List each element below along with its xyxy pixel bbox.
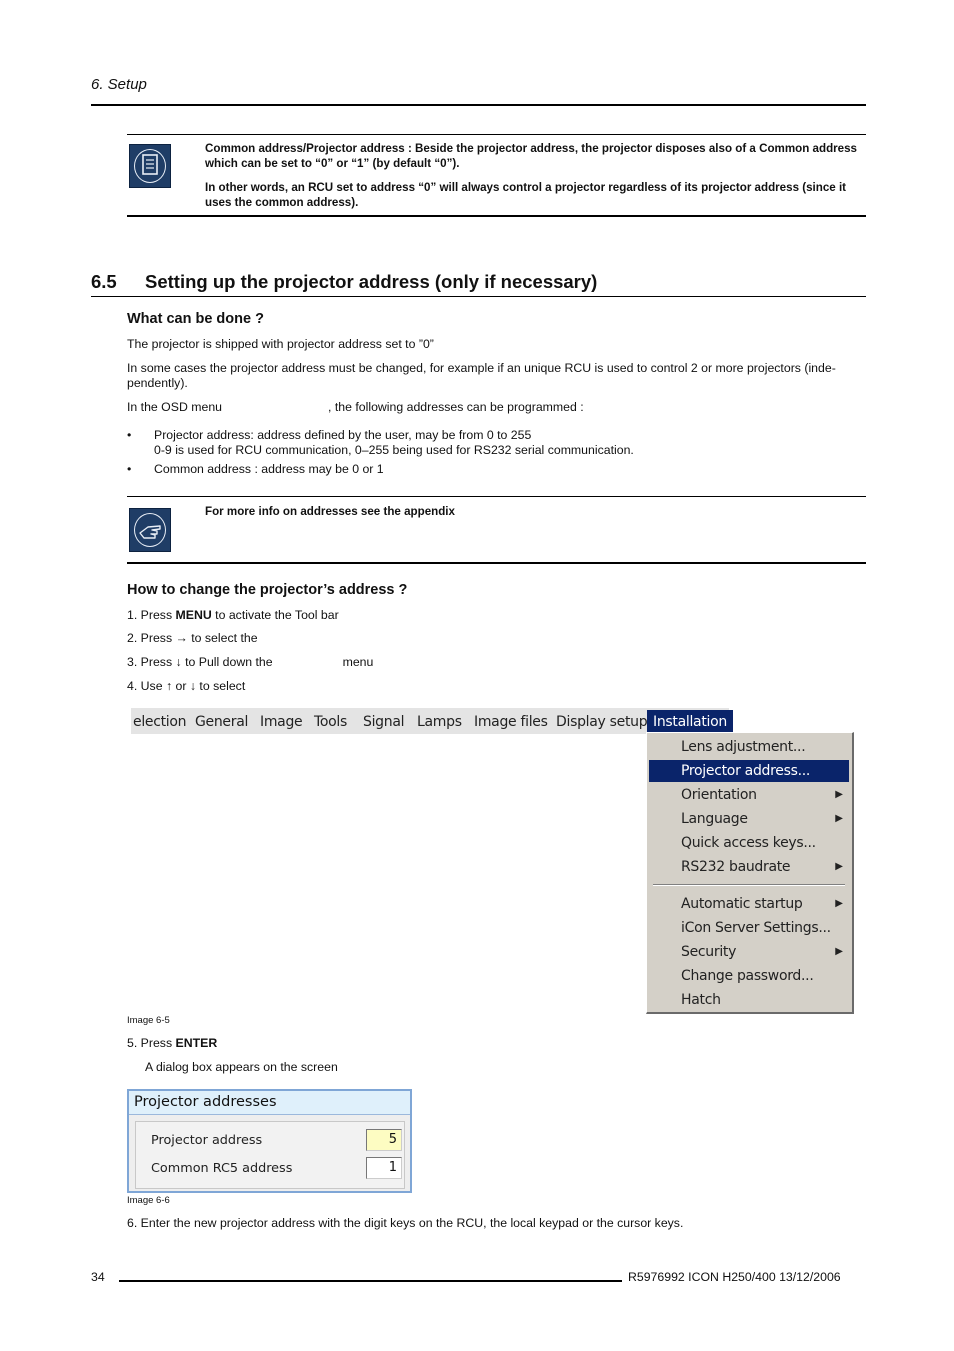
menu-item-language[interactable] — [649, 808, 849, 830]
common-address-label: Common RC5 address — [151, 1161, 293, 1176]
menu-item-projector-address[interactable] — [649, 760, 849, 782]
menu-item-hatch[interactable] — [649, 989, 849, 1011]
menu-signal[interactable]: Signal — [363, 714, 405, 730]
menu-item-label: Orientation — [681, 787, 757, 803]
header-rule — [91, 104, 866, 106]
step-3 — [127, 655, 373, 670]
menu-item-label: Projector address... — [681, 763, 811, 779]
projector-address-field[interactable]: 5 — [366, 1129, 402, 1151]
pointing-hand-icon — [129, 508, 171, 552]
menu-item-label: Language — [681, 811, 748, 827]
menu-item-label: Hatch — [681, 992, 721, 1008]
menu-item-label: RS232 baudrate — [681, 859, 791, 875]
section-title-text: Setting up the projector address (only if necessary) — [145, 271, 598, 292]
menu-item-icon-server-settings[interactable] — [649, 917, 849, 939]
projector-addresses-dialog — [127, 1089, 412, 1193]
menu-item-quick-access-keys[interactable] — [649, 832, 849, 854]
step-3-start: 3. Press ↓ to Pull down the — [127, 655, 273, 669]
section-title — [91, 271, 597, 293]
menu-tools[interactable]: Tools — [314, 714, 347, 730]
submenu-arrow-icon: ▶ — [835, 861, 843, 872]
section-number: 6.5 — [91, 271, 117, 292]
note-top-rule — [127, 134, 866, 135]
note-top-rule — [127, 496, 866, 497]
menu-general[interactable]: General — [195, 714, 249, 730]
submenu-arrow-icon: ▶ — [835, 898, 843, 909]
note-paragraph: For more info on addresses see the appendix — [205, 505, 455, 518]
dialog-title: Projector addresses — [129, 1091, 410, 1115]
submenu-arrow-icon: ▶ — [835, 789, 843, 800]
step-1-start: 1. Press — [127, 608, 176, 622]
menu-item-security[interactable] — [649, 941, 849, 963]
menu-item-label: iCon Server Settings... — [681, 920, 831, 936]
projector-address-label: Projector address — [151, 1133, 263, 1148]
step-1 — [127, 608, 339, 623]
bullet-text: Common address : address may be 0 or 1 — [154, 462, 384, 476]
what-heading: What can be done ? — [127, 311, 264, 327]
menu-key: MENU — [175, 608, 212, 622]
menu-lamps[interactable]: Lamps — [417, 714, 462, 730]
step-4: 4. Use ↑ or ↓ to select — [127, 679, 246, 693]
common-address-field[interactable]: 1 — [366, 1157, 402, 1179]
step-3-end: menu — [342, 655, 374, 669]
how-heading: How to change the projector’s address ? — [127, 582, 408, 598]
bullet-text: 0-9 is used for RCU communication, 0–255 being used for RS232 serial communication. — [154, 443, 634, 457]
dialog-body — [135, 1121, 405, 1189]
section-rule — [91, 296, 866, 297]
menu-item-change-password[interactable] — [649, 965, 849, 987]
menu-item-label: Automatic startup — [681, 896, 803, 912]
osd-menu-bar — [131, 708, 729, 734]
installation-dropdown — [646, 732, 854, 1014]
step-6: 6. Enter the new projector address with the digit keys on the RCU, the local keypad or the cursor keys. — [127, 1216, 684, 1230]
step-5-detail: A dialog box appears on the screen — [145, 1060, 338, 1074]
bullet-mark: • — [127, 428, 132, 442]
note-paragraph: Common address/Projector address : Beside the projector address, the projector disposes also of a Common address which can be set to “0” or “1” (by default “0”). — [205, 142, 858, 170]
menu-item-rs232-baudrate[interactable] — [649, 856, 849, 878]
paragraph-start: In the OSD menu — [127, 400, 223, 414]
menu-installation[interactable]: Installation — [647, 710, 733, 732]
menu-item-automatic-startup[interactable] — [649, 893, 849, 915]
image-caption: Image 6-5 — [127, 1015, 170, 1026]
note-bottom-rule — [127, 215, 866, 217]
bullet-text: Projector address: address defined by the user, may be from 0 to 255 — [154, 428, 532, 442]
section-header: 6. Setup — [91, 76, 147, 93]
menu-item-label: Security — [681, 944, 737, 960]
image-caption: Image 6-6 — [127, 1195, 170, 1206]
paragraph — [127, 400, 584, 415]
menu-separator — [653, 884, 845, 886]
document-reference: R5976992 ICON H250/400 13/12/2006 — [628, 1270, 841, 1284]
menu-item-label: Change password... — [681, 968, 814, 984]
menu-item-orientation[interactable] — [649, 784, 849, 806]
submenu-arrow-icon: ▶ — [835, 946, 843, 957]
paragraph: The projector is shipped with projector address set to ”0” — [127, 337, 434, 351]
menu-image-files[interactable]: Image files — [474, 714, 548, 730]
note-paragraph: In other words, an RCU set to address “0” will always control a projector regardless of its projector address (since it uses the common address). — [205, 181, 847, 209]
menu-item-label: Quick access keys... — [681, 835, 816, 851]
step-1-end: to activate the Tool bar — [211, 608, 339, 622]
step-2: 2. Press → to select the — [127, 631, 258, 645]
page-number: 34 — [91, 1270, 105, 1284]
menu-image[interactable]: Image — [260, 714, 303, 730]
bullet-mark: • — [127, 462, 132, 476]
notepad-icon — [129, 144, 171, 188]
submenu-arrow-icon: ▶ — [835, 813, 843, 824]
menu-display-setup[interactable]: Display setup — [556, 714, 648, 730]
paragraph-end: , the following addresses can be programmed : — [328, 400, 584, 414]
menu-item-lens-adjustment[interactable] — [649, 736, 849, 758]
note-bottom-rule — [127, 562, 866, 564]
step-5 — [127, 1036, 217, 1051]
step-5-start: 5. Press — [127, 1036, 176, 1050]
footer-rule — [119, 1280, 622, 1282]
menu-item-label: Lens adjustment... — [681, 739, 806, 755]
enter-key: ENTER — [175, 1036, 218, 1050]
paragraph: In some cases the projector address must be changed, for example if an unique RCU is used to control 2 or more projectors (inde-pendently). — [127, 361, 836, 390]
menu-selection[interactable]: election — [133, 714, 187, 730]
